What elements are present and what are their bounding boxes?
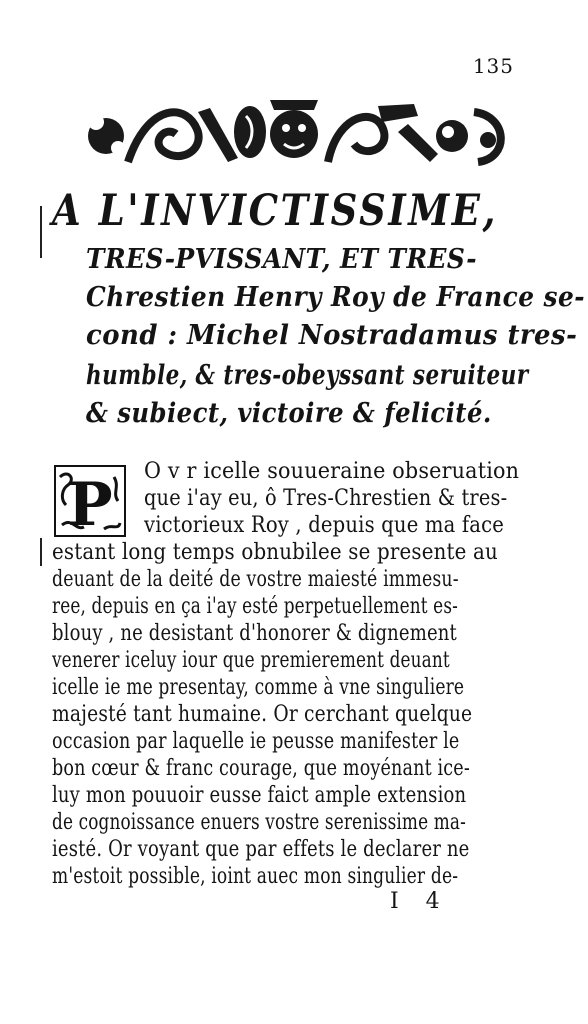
body-line: ree, depuis en ça i'ay esté perpetuellement es- <box>52 593 458 619</box>
body-line: estant long temps obnubilee se presente au <box>52 539 498 565</box>
body-line: luy mon pouuoir eusse faict ample extension <box>52 782 467 808</box>
body-line: bon cœur & franc courage, que moyénant ice- <box>52 755 470 781</box>
body-line: m'estoit possible, ioint auec mon singulier de- <box>52 863 459 889</box>
signature-mark: I 4 <box>390 889 450 914</box>
dropcap-letter: P <box>67 470 113 537</box>
heading-line-6: & subiect, victoire & felicité. <box>86 398 492 429</box>
body-line: majesté tant humaine. Or cerchant quelque <box>52 701 473 727</box>
body-line: iesté. Or voyant que par effets le declarer ne <box>52 836 470 862</box>
heading-line-1: A L'INVICTISSIME, <box>52 186 498 236</box>
body-line: victorieux Roy , depuis que ma face <box>144 512 504 538</box>
decorated-initial <box>54 465 126 537</box>
margin-rule <box>40 538 42 566</box>
margin-rule <box>40 206 42 258</box>
body-line: deuant de la deité de vostre maiesté immesu- <box>52 566 459 592</box>
body-line: blouy , ne desistant d'honorer & dignement <box>52 620 457 646</box>
body-line: venerer iceluy iour que premierement deuant <box>52 647 450 673</box>
heading-line-5: humble, & tres-obeyssant seruiteur <box>86 360 529 391</box>
page-number: 135 <box>472 54 514 78</box>
body-line: de cognoissance enuers vostre serenissime ma- <box>52 809 466 835</box>
body-line: occasion par laquelle ie peusse manifester le <box>52 728 460 754</box>
heading-line-3: Chrestien Henry Roy de France se- <box>86 282 586 313</box>
ornamental-headpiece <box>78 92 510 172</box>
heading-line-2: TRES-PVISSANT, ET TRES- <box>86 244 478 275</box>
heading-line-4: cond : Michel Nostradamus tres- <box>86 320 578 351</box>
body-line: que i'ay eu, ô Tres-Chrestien & tres- <box>144 485 508 511</box>
body-line: O v r icelle souueraine obseruation <box>144 458 520 484</box>
body-line: icelle ie me presentay, comme à vne singuliere <box>52 674 465 700</box>
